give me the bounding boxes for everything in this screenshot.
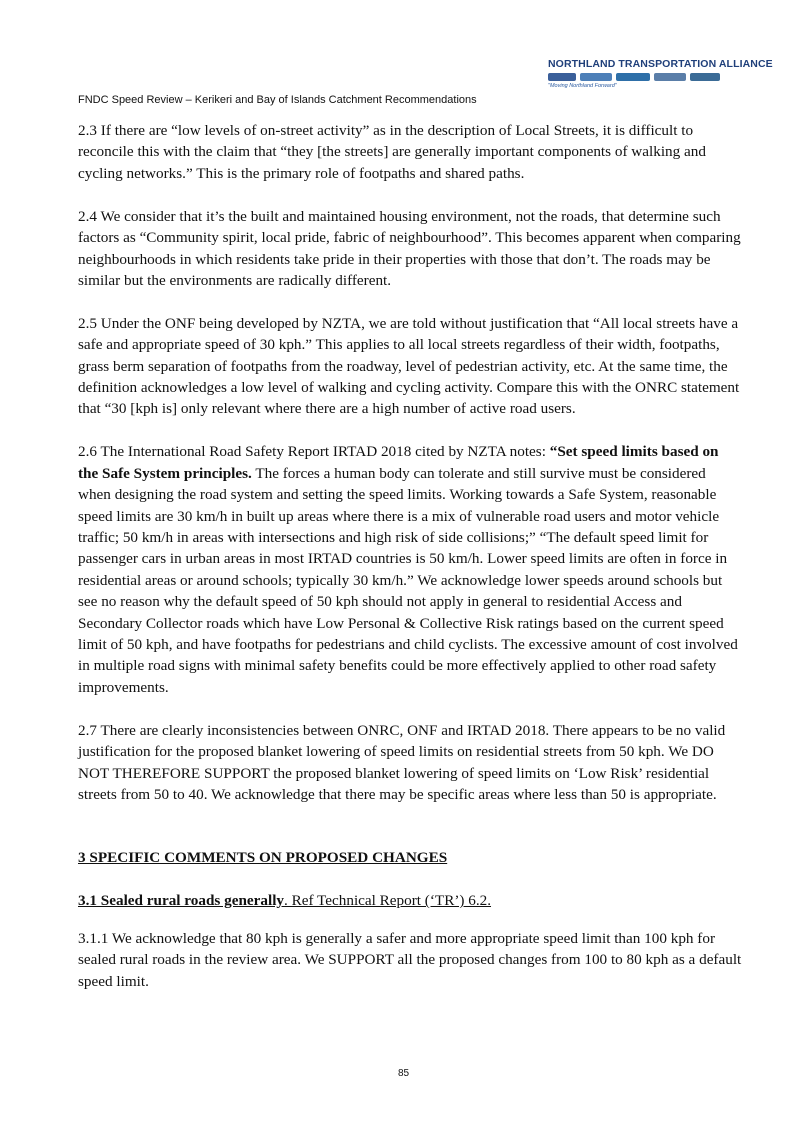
partner-mark	[654, 73, 686, 81]
partner-mark	[616, 73, 650, 81]
paragraph-2-5: 2.5 Under the ONF being developed by NZTA, we are told without justification that “All local streets have a safe and appropriate speed of 30 kph.” This applies to all local streets regardless of their width, footpaths, grass berm separation of footpaths from the roadway, level of pedestrian activity, etc. At the same time, the definition acknowledges a low level of walking and cycling activity. Compare this with the ONRC statement that “30 [kph is] only relevant where there are a high number of active road users.	[78, 314, 740, 418]
document-header: FNDC Speed Review – Kerikeri and Bay of Islands Catchment Recommendations	[78, 94, 477, 106]
nta-logo	[548, 58, 773, 94]
logo-tagline: "Moving Northland Forward"	[548, 83, 617, 89]
page-number: 85	[397, 1068, 410, 1079]
partner-mark	[690, 73, 720, 81]
paragraph-2-6	[78, 441, 742, 698]
subsection-3-1-title: 3.1 Sealed rural roads generally	[78, 892, 285, 910]
paragraph-2-6-bold: “Set speed limits based on the Safe System principles.	[78, 443, 719, 482]
paragraph-2-4: 2.4 We consider that it’s the built and maintained housing environment, not the roads, that determine such factors as “Community spirit, local pride, fabric of neighbourhood”. This becomes apparent when comparing neighbourhoods in which residents take pride in their properties with those that don’t. The roads may be similar but the environments are radically different.	[78, 207, 741, 289]
document-body	[78, 120, 742, 1013]
subsection-3-1-heading	[78, 890, 742, 911]
paragraph-3-1-1: 3.1.1 We acknowledge that 80 kph is generally a safer and more appropriate speed limit than 100 kph for sealed rural roads in the review area. We SUPPORT all the proposed changes from 100 to 80 kph as a default speed limit.	[78, 929, 742, 990]
section-3-heading: 3 SPECIFIC COMMENTS ON PROPOSED CHANGES	[78, 849, 448, 867]
partner-mark	[580, 73, 612, 81]
subsection-3-1-ref: . Ref Technical Report (‘TR’) 6.2.	[284, 892, 492, 910]
partner-mark	[548, 73, 576, 81]
paragraph-2-7: 2.7 There are clearly inconsistencies between ONRC, ONF and IRTAD 2018. There appears to be no valid justification for the proposed blanket lowering of speed limits on residential streets from 50 kph. We DO NOT THEREFORE SUPPORT the proposed blanket lowering of speed limits on ‘Low Risk’ residential streets from 50 to 40. We acknowledge that there may be specific areas where less than 50 is appropriate.	[78, 721, 726, 803]
paragraph-2-6-rest: The forces a human body can tolerate and still survive must be considered when designing the road system and setting the speed limits. Working towards a Safe System, reasonable speed limits are 30 km/h in built up areas where there is a mix of vulnerable road users and motor vehicle traffic; 50 km/h in areas with intersections and high risk of side collisions;” “The default speed limit for passenger cars in urban areas in most IRTAD countries is 50 km/h. Lower speed limits are often in force in residential areas or around schools; typically 30 km/h.” We acknowledge lower speeds around schools but see no reason why the default speed of 50 kph should not apply in general to residential Access and Secondary Collector roads which have Low Personal & Collective Risk ratings based on the current speed limit of 50 kph, and have footpaths for pedestrians and child cyclists. The excessive amount of cost involved in multiple road signs with minimal safety benefits could be more effectively applied to other road safety improvements.	[78, 464, 738, 696]
paragraph-2-3: 2.3 If there are “low levels of on-street activity” as in the description of Local Streets, it is difficult to reconcile this with the claim that “they [the streets] are generally important components of walking and cycling networks.” This is the primary role of footpaths and shared paths.	[78, 122, 706, 182]
logo-partner-marks	[548, 73, 726, 81]
logo-brand-text: NORTHLAND TRANSPORTATION ALLIANCE	[548, 58, 773, 70]
paragraph-2-6-intro: 2.6 The International Road Safety Report IRTAD 2018 cited by NZTA notes:	[78, 443, 550, 461]
